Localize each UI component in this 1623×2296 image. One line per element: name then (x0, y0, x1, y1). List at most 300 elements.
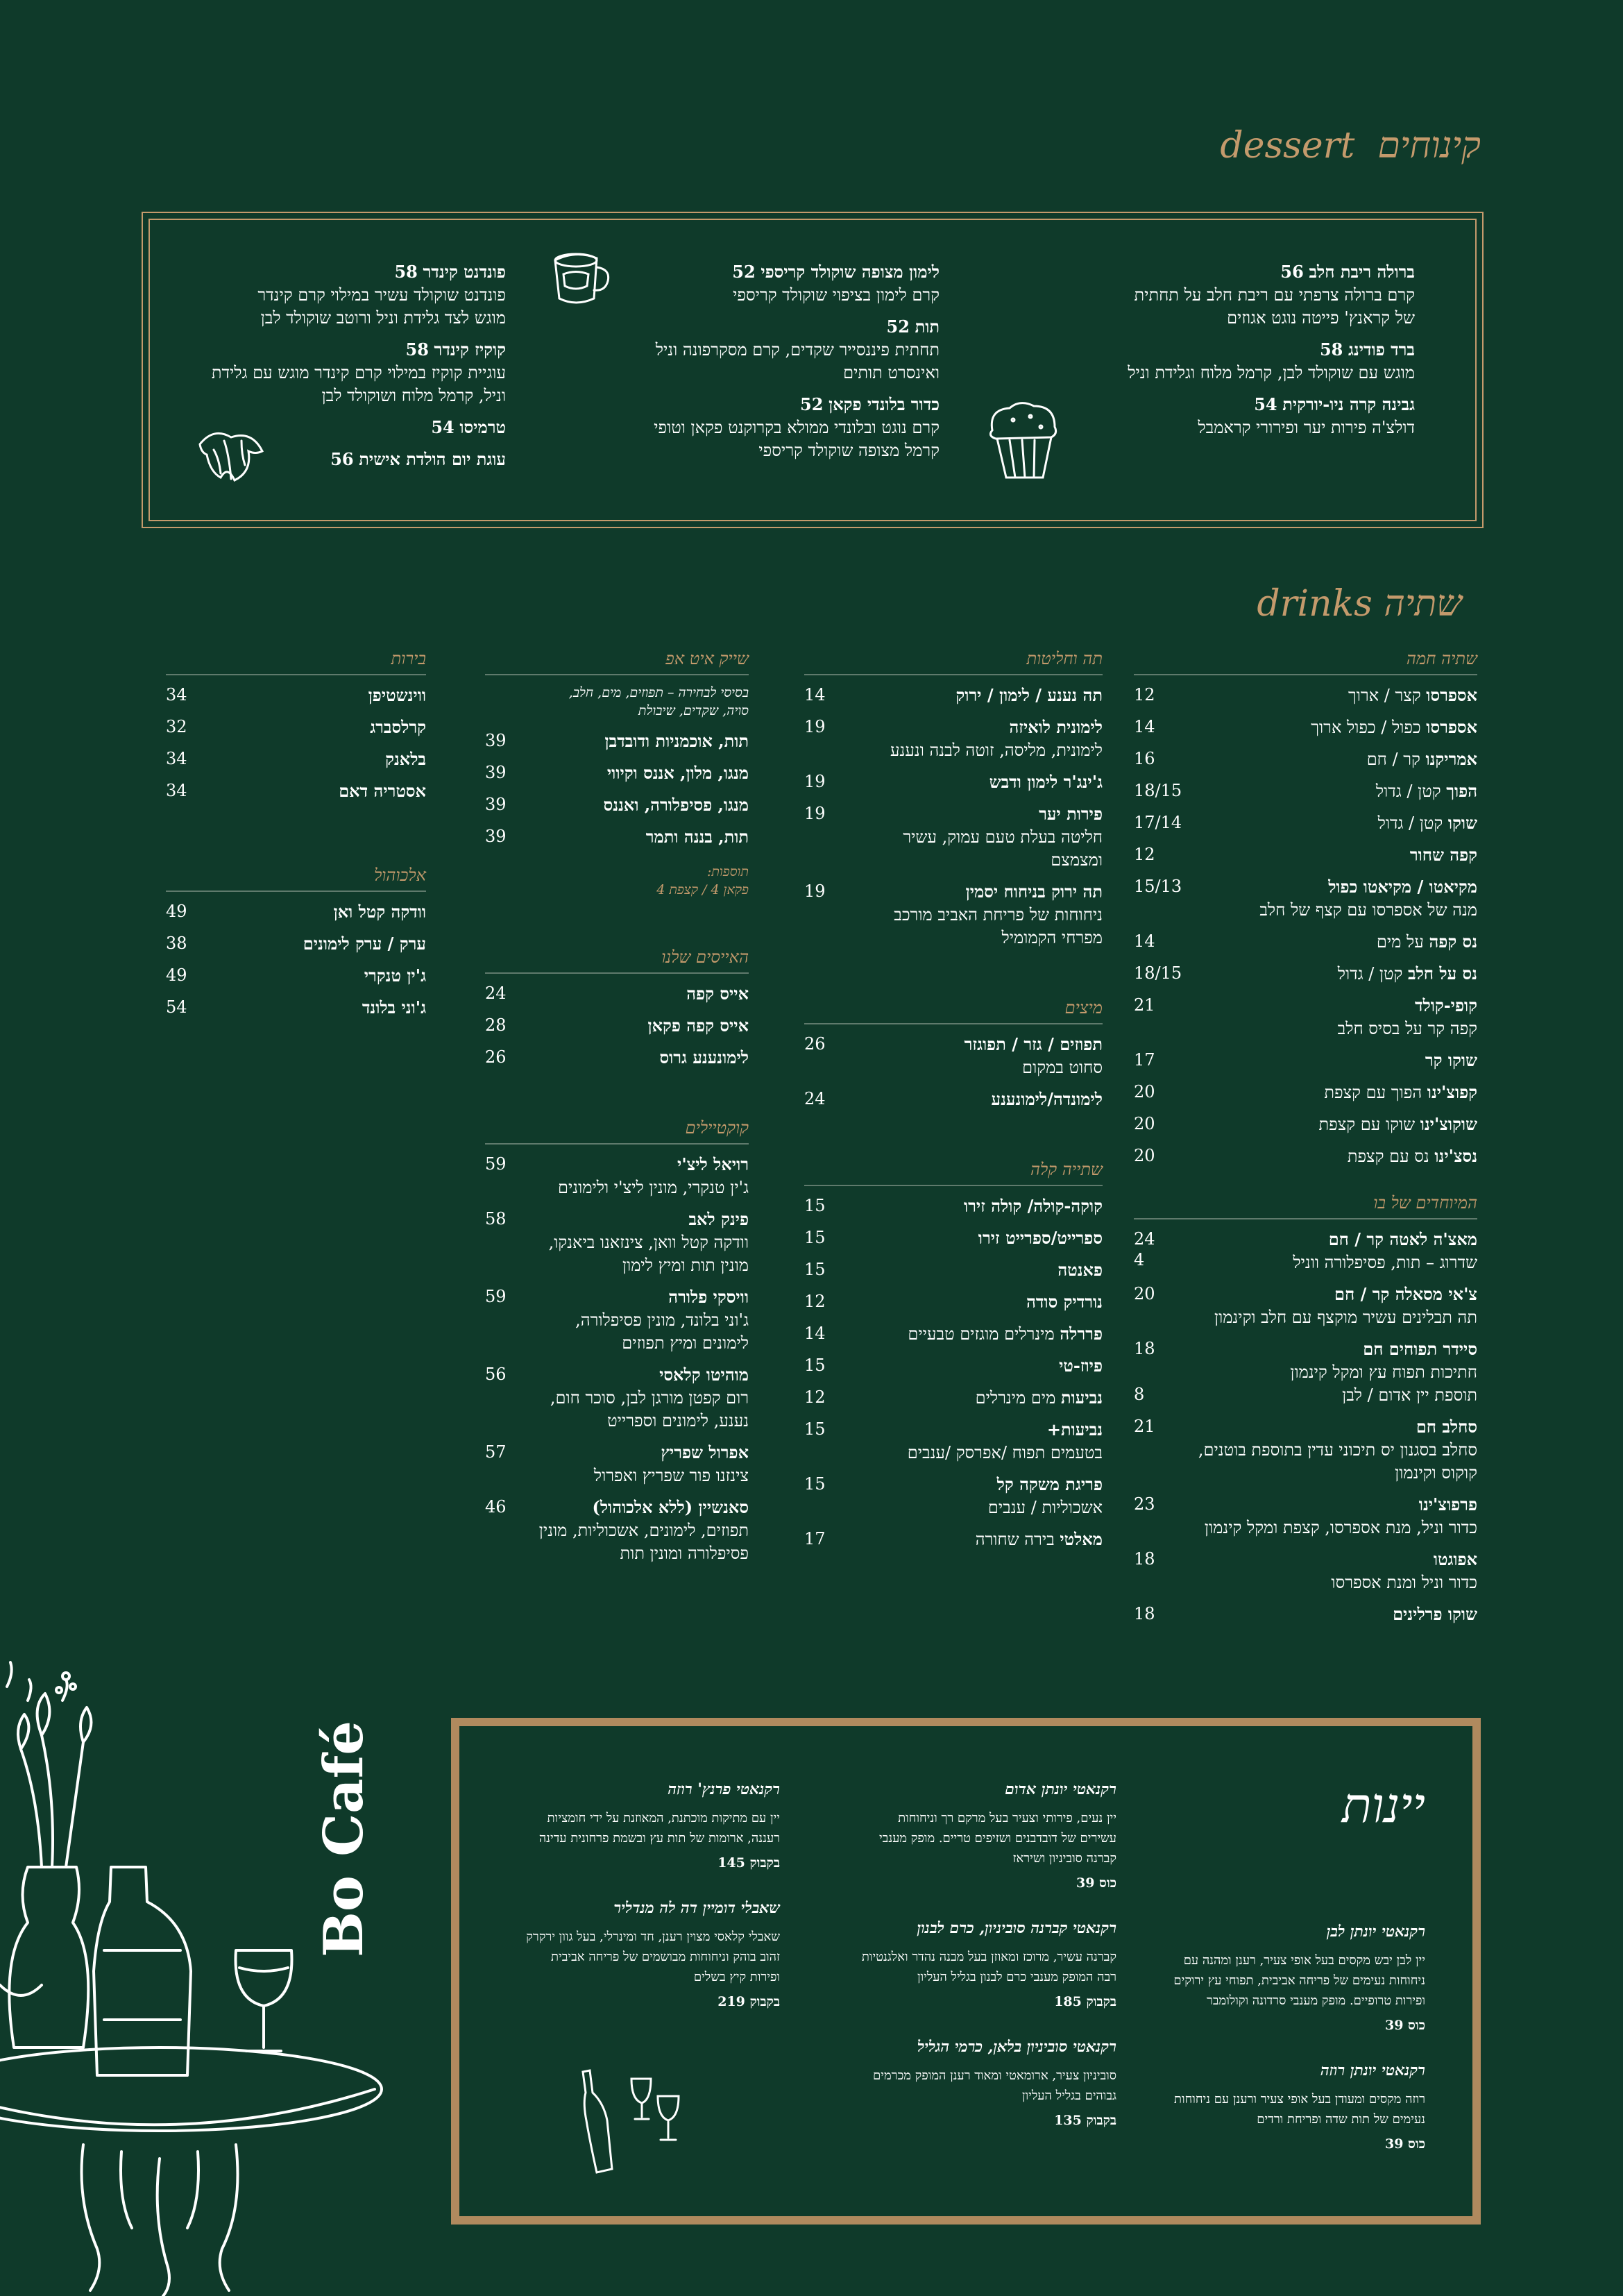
menu-item-desc-text: חליטה בעלת טעם עמוק, עשיר ומצמצם (903, 827, 1103, 870)
menu-item-line (214, 716, 426, 739)
menu-price-col (485, 1496, 534, 1519)
menu-item-extra: על מים (1376, 932, 1424, 952)
menu-item-name: מאצ'ה לאטה קר / חם (1328, 1229, 1477, 1249)
menu-item (853, 1195, 1103, 1218)
menu-price-col (485, 1046, 534, 1069)
menu-item-line (534, 729, 749, 753)
menu-item-extra: כפול / כפול ארוך (1311, 718, 1421, 737)
juices-heading-line (804, 998, 1103, 1024)
menu-price-col (804, 802, 853, 825)
dessert-item-desc: מוגש לצד גלידת וניל ורוטב שוקולד לבן (260, 308, 506, 328)
cocktails-heading: קוקטיילים (685, 1118, 749, 1138)
menu-row (804, 1088, 1103, 1111)
menu-item-price: 26 (804, 1034, 826, 1054)
menu-item-name: שוקו (1447, 813, 1477, 833)
menu-item-name: פרפוצ'ינו (1418, 1494, 1477, 1514)
dessert-item-price: 58 (1319, 339, 1343, 360)
menu-item-price: 15/13 (1134, 877, 1182, 896)
menu-item-name: וויסקי פלורה (668, 1287, 749, 1307)
specials-heading-line (1134, 1193, 1477, 1219)
menu-item-line (1182, 1337, 1477, 1361)
menu-item-name: ווינשטיפן (368, 685, 426, 705)
menu-price-col (1134, 684, 1182, 707)
menu-item-line (214, 900, 426, 924)
menu-item-extra: מינרלים מוגזים טבעיים (908, 1324, 1055, 1344)
menu-item-line (1182, 962, 1477, 986)
menu-item-name: רויאל ליצ'י (677, 1154, 749, 1174)
menu-price-col (1134, 1337, 1182, 1406)
dessert-item-price: 56 (1280, 262, 1304, 282)
menu-row (485, 1285, 749, 1355)
dessert-item-desc: קרמל מצופה שוקולד קריספי (758, 441, 940, 460)
menu-item-price: 32 (166, 717, 187, 736)
menu-item-name: אפוגטו (1433, 1549, 1477, 1569)
dessert-item-desc: עוגיית קוקיז במילוי קרם קינדר מוגש עם גלידת (211, 363, 506, 382)
dessert-item-desc: של קראנץ' פייטה נוגט אגוזים (1227, 308, 1415, 328)
menu-item-price: 56 (485, 1365, 507, 1384)
menu-row (1134, 1049, 1477, 1072)
menu-item-desc-text: כדור וניל, מנת אספרסו, קצפת ומקל קינמון (1204, 1518, 1477, 1537)
wine-item (860, 1780, 1116, 1891)
menu-item (1182, 875, 1477, 922)
menu-item-name: הפוך (1446, 781, 1477, 801)
menu-item-desc (853, 1442, 1103, 1464)
menu-item-price: 15 (804, 1196, 826, 1215)
menu-item-price: 34 (166, 749, 187, 768)
menu-item-desc (1182, 1517, 1477, 1539)
dessert-item-price: 58 (394, 262, 418, 282)
dessert-item-price: 52 (886, 316, 910, 337)
menu-item-name: פררלה (1060, 1324, 1103, 1344)
coffee-cup-icon (548, 243, 618, 312)
menu-item-desc-text: אשכוליות / ענבים (987, 1498, 1103, 1517)
menu-price-col (804, 1528, 853, 1551)
menu-row (1134, 1081, 1477, 1104)
menu-item-line (1182, 779, 1477, 803)
menu-price-col (166, 996, 214, 1019)
menu-item-name: תה נענע / לימון / ירוק (955, 685, 1103, 705)
ice-heading-line (485, 947, 749, 974)
wine-column-2 (860, 1780, 1116, 2156)
menu-price-col (1134, 962, 1182, 985)
menu-item-name: ג'ין טנקרי (364, 965, 426, 986)
menu-item-line (534, 1046, 749, 1070)
wine-desc: יין עם מתיקות מוכתנת, המאוזנת על ידי חומציות רעננה, ארומות של תות עץ ובשמת פרחונית עדינה (538, 1811, 780, 1846)
menu-row (166, 748, 426, 771)
brand-logo: Bo Café (312, 1721, 375, 1957)
dessert-item-name: קוקיז קינדר (434, 339, 506, 360)
tea-column (804, 649, 1103, 1560)
dessert-item-title (593, 315, 940, 339)
menu-item (534, 825, 749, 849)
menu-item-name: אסטריה דאם (339, 781, 426, 801)
wine-item (523, 1780, 780, 1871)
dessert-item (180, 260, 506, 330)
menu-price-col (485, 761, 534, 784)
drinks-title-he: שתיה (1384, 583, 1462, 625)
menu-item (1182, 962, 1477, 986)
menu-row (166, 964, 426, 988)
dessert-item (593, 393, 940, 462)
menu-item-price: 28 (485, 1015, 507, 1035)
menu-item-price: 15 (804, 1419, 826, 1439)
menu-item (1182, 1081, 1477, 1104)
menu-item-price: 26 (485, 1047, 507, 1067)
menu-item-extra: מים מינרלים (975, 1388, 1056, 1408)
menu-item-price: 14 (1134, 931, 1155, 951)
menu-item (534, 1285, 749, 1355)
menu-item (214, 996, 426, 1020)
menu-item-name: ערק / ערק לימונים (303, 934, 426, 954)
menu-item-line (1182, 684, 1477, 707)
menu-item-price: 17 (804, 1529, 826, 1548)
menu-item (534, 1496, 749, 1565)
menu-item-name: אמריקנו (1425, 749, 1477, 769)
wine-item (1169, 1923, 1425, 2034)
menu-row (804, 1386, 1103, 1410)
menu-item (1182, 716, 1477, 739)
cocktails-heading-line (485, 1118, 749, 1145)
menu-item-name: פיוז-טי (1059, 1356, 1103, 1376)
dessert-item-name: פונדנט קינדר (423, 262, 506, 282)
menu-row (1134, 930, 1477, 954)
menu-item-price: 24 (804, 1089, 826, 1108)
menu-row (804, 1418, 1103, 1464)
shakes-section (485, 649, 749, 899)
cafe-table-illustration (0, 1659, 389, 2296)
menu-item-name: סחלב חם (1416, 1417, 1477, 1437)
menu-item-name: אספרסו (1426, 685, 1477, 705)
menu-item-desc (1182, 1306, 1477, 1329)
menu-item-price: 20 (1134, 1082, 1155, 1101)
menu-item-name: תות, אוכמניות ודובדבן (604, 731, 749, 751)
menu-price-col (804, 1033, 853, 1056)
menu-item-price: 20 (1134, 1146, 1155, 1165)
menu-item (534, 729, 749, 753)
menu-item-line (214, 964, 426, 988)
menu-price-col (804, 1290, 853, 1313)
menu-item-line (853, 684, 1103, 707)
menu-item-name: מנגו, מלון, אננס וקיווי (606, 763, 749, 783)
menu-item-extra: קטן / גדול (1337, 964, 1403, 984)
wine-desc: יין נעים, פירותי וצעיר בעל מרקם רך וניחוחות עשירים של דובדבנים ושזיפים טריים. מופק מענבי קברנה סוביניון ושיראז (878, 1811, 1116, 1866)
dessert-item-desc: תחתית פיננסייר שקדים, קרם מסקרפונה וניל (655, 340, 940, 360)
menu-item-line (534, 761, 749, 785)
menu-item-price: 14 (1134, 717, 1155, 736)
menu-item-line (534, 1285, 749, 1309)
menu-row (485, 1046, 749, 1070)
menu-item (853, 1322, 1103, 1346)
menu-item-name: לימונדה/לימונענע (991, 1089, 1103, 1109)
menu-item-name: אפרול שפריץ (661, 1442, 749, 1462)
menu-item (853, 880, 1103, 949)
menu-item-price: 14 (804, 1324, 826, 1343)
dessert-item-title (1082, 338, 1415, 362)
beers-heading-line (166, 649, 426, 675)
wine-price: בקבוק 135 (1054, 2113, 1116, 2128)
dessert-item-desc: קרם ברולה צרפתי עם ריבת חלב על תחתית (1134, 285, 1415, 305)
menu-item (534, 1014, 749, 1038)
menu-item (1182, 1337, 1477, 1407)
wine-column-3 (523, 1780, 780, 2038)
menu-item (534, 761, 749, 785)
menu-item (1182, 779, 1477, 803)
menu-item-line (1182, 994, 1477, 1018)
menu-item (1182, 1415, 1477, 1485)
juices-section (804, 998, 1103, 1111)
menu-item (853, 1418, 1103, 1464)
menu-item-desc-text: צינזנו פור שפריץ ואפרול (593, 1466, 749, 1485)
menu-item-name: נביעות+ (1046, 1419, 1103, 1440)
menu-item-name: תפוזים / גזר / תפוגזר (964, 1034, 1103, 1054)
menu-item-price: 24 (1134, 1229, 1155, 1249)
menu-item (214, 932, 426, 956)
dessert-item-title (1082, 393, 1415, 416)
menu-item-price: 18 (1134, 1604, 1155, 1623)
menu-price-col (1134, 811, 1182, 834)
menu-item-line (214, 684, 426, 707)
menu-price-col (1134, 875, 1182, 898)
menu-price-col (485, 1208, 534, 1231)
menu-item-line (534, 1208, 749, 1231)
dessert-item-name: גבינה קרה ניו-יורקית (1282, 394, 1415, 414)
menu-item-name: נורדיק סודה (1026, 1292, 1103, 1312)
menu-price-col (166, 748, 214, 770)
wine-item (523, 1899, 780, 2010)
menu-item-price: 23 (1134, 1494, 1155, 1514)
menu-item-line (534, 982, 749, 1006)
menu-item-name: קופי-קולד (1414, 995, 1477, 1015)
menu-price-col (1134, 1493, 1182, 1516)
menu-price-col (485, 729, 534, 752)
menu-item (1182, 684, 1477, 707)
menu-item-desc-text: סחוט במקום (1022, 1058, 1103, 1077)
menu-row (1134, 779, 1477, 803)
menu-row (1134, 994, 1477, 1040)
menu-item-price: 59 (485, 1154, 507, 1174)
shakes-addons-title: תוספות: (706, 864, 749, 879)
menu-item-price: 24 (485, 984, 507, 1003)
menu-row (485, 1496, 749, 1565)
menu-item (1182, 930, 1477, 954)
menu-item-price: 12 (1134, 685, 1155, 704)
menu-row (804, 1322, 1103, 1346)
menu-price-col (804, 1386, 853, 1409)
menu-row (1134, 748, 1477, 771)
menu-item (214, 684, 426, 707)
menu-item-line (1182, 1081, 1477, 1104)
menu-row (804, 1528, 1103, 1551)
menu-price-col (804, 1473, 853, 1496)
menu-item-price: 12 (804, 1292, 826, 1311)
menu-item-name: נס קפה (1429, 931, 1477, 952)
menu-item (853, 1354, 1103, 1378)
menu-item-desc (853, 739, 1103, 762)
wine-price: בקבוק 219 (717, 1994, 780, 2009)
menu-price-col (1134, 748, 1182, 770)
menu-price-col (1134, 1145, 1182, 1167)
menu-item-price: 16 (1134, 749, 1155, 768)
menu-item-desc-text: ניחוחות של פריחת האביב מורכב מפרחי הקמומיל (894, 905, 1103, 947)
dessert-item (1082, 393, 1415, 439)
menu-item-price: 12 (1134, 845, 1155, 864)
menu-price-col (485, 982, 534, 1005)
menu-item (1182, 748, 1477, 771)
menu-row (1134, 1113, 1477, 1136)
menu-row (485, 982, 749, 1006)
juices-heading: מיצים (1064, 998, 1103, 1018)
menu-item-name: מאלטי (1060, 1529, 1103, 1549)
dessert-column-2 (593, 260, 940, 471)
menu-item-price: 20 (1134, 1284, 1155, 1303)
menu-item-line (1182, 811, 1477, 835)
menu-item-price: 19 (804, 772, 826, 791)
menu-item-price: 39 (485, 731, 507, 750)
menu-item-price: 18/15 (1134, 781, 1182, 800)
menu-item-line (1182, 1493, 1477, 1517)
dessert-item-desc: קרם נוגט ובלונדי ממולא בקרוקנט פקאן וטופי (654, 418, 940, 437)
menu-row (166, 779, 426, 803)
menu-item (214, 779, 426, 803)
menu-row (485, 793, 749, 817)
menu-item (1182, 1113, 1477, 1136)
menu-item-line (853, 716, 1103, 739)
menu-price-col (1134, 716, 1182, 738)
menu-row (1134, 811, 1477, 835)
menu-item-price: 49 (166, 902, 187, 921)
menu-row (166, 716, 426, 739)
dessert-item-desc: ואינסרט תותים (843, 363, 940, 382)
menu-price-col (485, 1014, 534, 1037)
shakes-heading-line (485, 649, 749, 675)
menu-price-col (804, 1195, 853, 1217)
menu-item (534, 1153, 749, 1199)
dessert-item-price: 54 (1254, 394, 1277, 414)
dessert-item-name: ברולה ריבת חלב (1309, 262, 1415, 282)
menu-item-price: 17 (1134, 1050, 1155, 1070)
drinks-title (1257, 583, 1462, 625)
menu-row (1134, 843, 1477, 867)
drinks-title-en: drinks (1257, 583, 1373, 625)
menu-item-line (214, 779, 426, 803)
menu-item-desc (1182, 1361, 1477, 1384)
dessert-item-desc: קרם לימון בציפוי שוקולד קריספי (733, 285, 940, 305)
menu-item-extra: קר / חם (1366, 750, 1420, 769)
menu-item-line (1182, 1548, 1477, 1571)
menu-row (485, 1153, 749, 1199)
menu-item-desc2-price: 8 (1134, 1385, 1145, 1404)
menu-item-line (534, 1014, 749, 1038)
menu-item-name: ספרייט/ספרייט זירו (978, 1228, 1103, 1248)
menu-item-line (214, 996, 426, 1020)
menu-item-desc2: תוספת יין אדום / לבן (1342, 1385, 1477, 1405)
menu-item-line (534, 825, 749, 849)
menu-item (1182, 1228, 1477, 1274)
menu-row (804, 1033, 1103, 1079)
dessert-item-name: ברד פודינג (1348, 339, 1415, 360)
menu-item-price: 34 (166, 781, 187, 800)
menu-item-line (534, 1496, 749, 1519)
menu-item-desc (534, 1231, 749, 1277)
menu-price-col (1134, 930, 1182, 953)
menu-item-price: 19 (804, 804, 826, 823)
menu-item-desc (853, 904, 1103, 949)
menu-row (485, 1014, 749, 1038)
menu-price-col (485, 1363, 534, 1386)
soft-heading-line (804, 1160, 1103, 1186)
menu-item-line (853, 1195, 1103, 1218)
menu-row (804, 880, 1103, 949)
dessert-item-price: 52 (732, 262, 756, 282)
menu-item-desc (853, 1496, 1103, 1519)
menu-item (534, 1441, 749, 1487)
menu-price-col (1134, 843, 1182, 866)
wine-desc: רוזה מקסים ומעודן בעל אופי צעיר ורענן עם ניחוחות נעימים של תות שדה ופריחת ורדים (1174, 2092, 1425, 2127)
menu-item-price: 21 (1134, 1417, 1155, 1436)
menu-item-extra: נס עם קצפת (1347, 1147, 1429, 1166)
menu-item-extra: קטן / גדול (1375, 782, 1441, 801)
menu-item (534, 1046, 749, 1070)
cocktails-section (485, 1118, 749, 1565)
menu-item-extra: בירה שחורה (975, 1530, 1055, 1549)
menu-item (214, 964, 426, 988)
dessert-item-title (180, 338, 506, 362)
wine-price: כוס 39 (1384, 2018, 1425, 2033)
menu-item (1182, 994, 1477, 1040)
menu-row (1134, 1548, 1477, 1594)
wine-item (860, 2038, 1116, 2129)
dessert-item-desc: פונדנט שוקולד עשיר במילוי קרם קינדר (257, 285, 506, 305)
menu-item-name: סאנשיין (ללא אלכוהול) (592, 1497, 749, 1517)
menu-price-col (804, 1088, 853, 1111)
muffin-icon (982, 396, 1065, 486)
menu-item-line (534, 1363, 749, 1387)
dessert-item-title (593, 393, 940, 416)
menu-item-line (853, 1528, 1103, 1551)
dessert-column-1 (1082, 260, 1415, 448)
menu-item (853, 1258, 1103, 1282)
menu-item-name: לימונית לואיזה (1009, 717, 1103, 737)
menu-item-name: קוקה-קולה/ קולה זירו (963, 1196, 1103, 1216)
menu-item (214, 716, 426, 739)
menu-item-desc (853, 826, 1103, 872)
menu-row (1134, 1415, 1477, 1485)
menu-item-desc-text: כדור וניל ומנת אספרסו (1331, 1573, 1477, 1592)
soft-heading: שתייה קלה (1030, 1160, 1103, 1179)
menu-item (1182, 843, 1477, 867)
menu-row (804, 1258, 1103, 1282)
menu-item (534, 1208, 749, 1277)
tea-heading-line (804, 649, 1103, 675)
menu-price-col (804, 684, 853, 707)
menu-item-name: פריגת משקה קל (996, 1474, 1103, 1494)
menu-row (804, 1354, 1103, 1378)
menu-row (485, 825, 749, 849)
wine-price: כוס 39 (1076, 1875, 1116, 1891)
menu-price-col (804, 716, 853, 738)
menu-item-desc-text: מנה של אספרסו עם קצף של חלב (1259, 900, 1477, 920)
menu-item-name: פינק לאב (688, 1209, 749, 1229)
wine-name: רקנאטי פרנץ' רוזה (668, 1780, 780, 1798)
hot-drinks-column (1134, 649, 1477, 1635)
dessert-item-price: 52 (800, 394, 824, 414)
menu-row (1134, 1283, 1477, 1329)
menu-item-line (1182, 1283, 1477, 1306)
dessert-item-desc: וניל, קרמל מלוח ושוקולד לבן (321, 386, 506, 405)
menu-item-desc-price: 4 (1134, 1250, 1145, 1269)
menu-price-col (485, 1441, 534, 1464)
specials-section (1134, 1193, 1477, 1626)
